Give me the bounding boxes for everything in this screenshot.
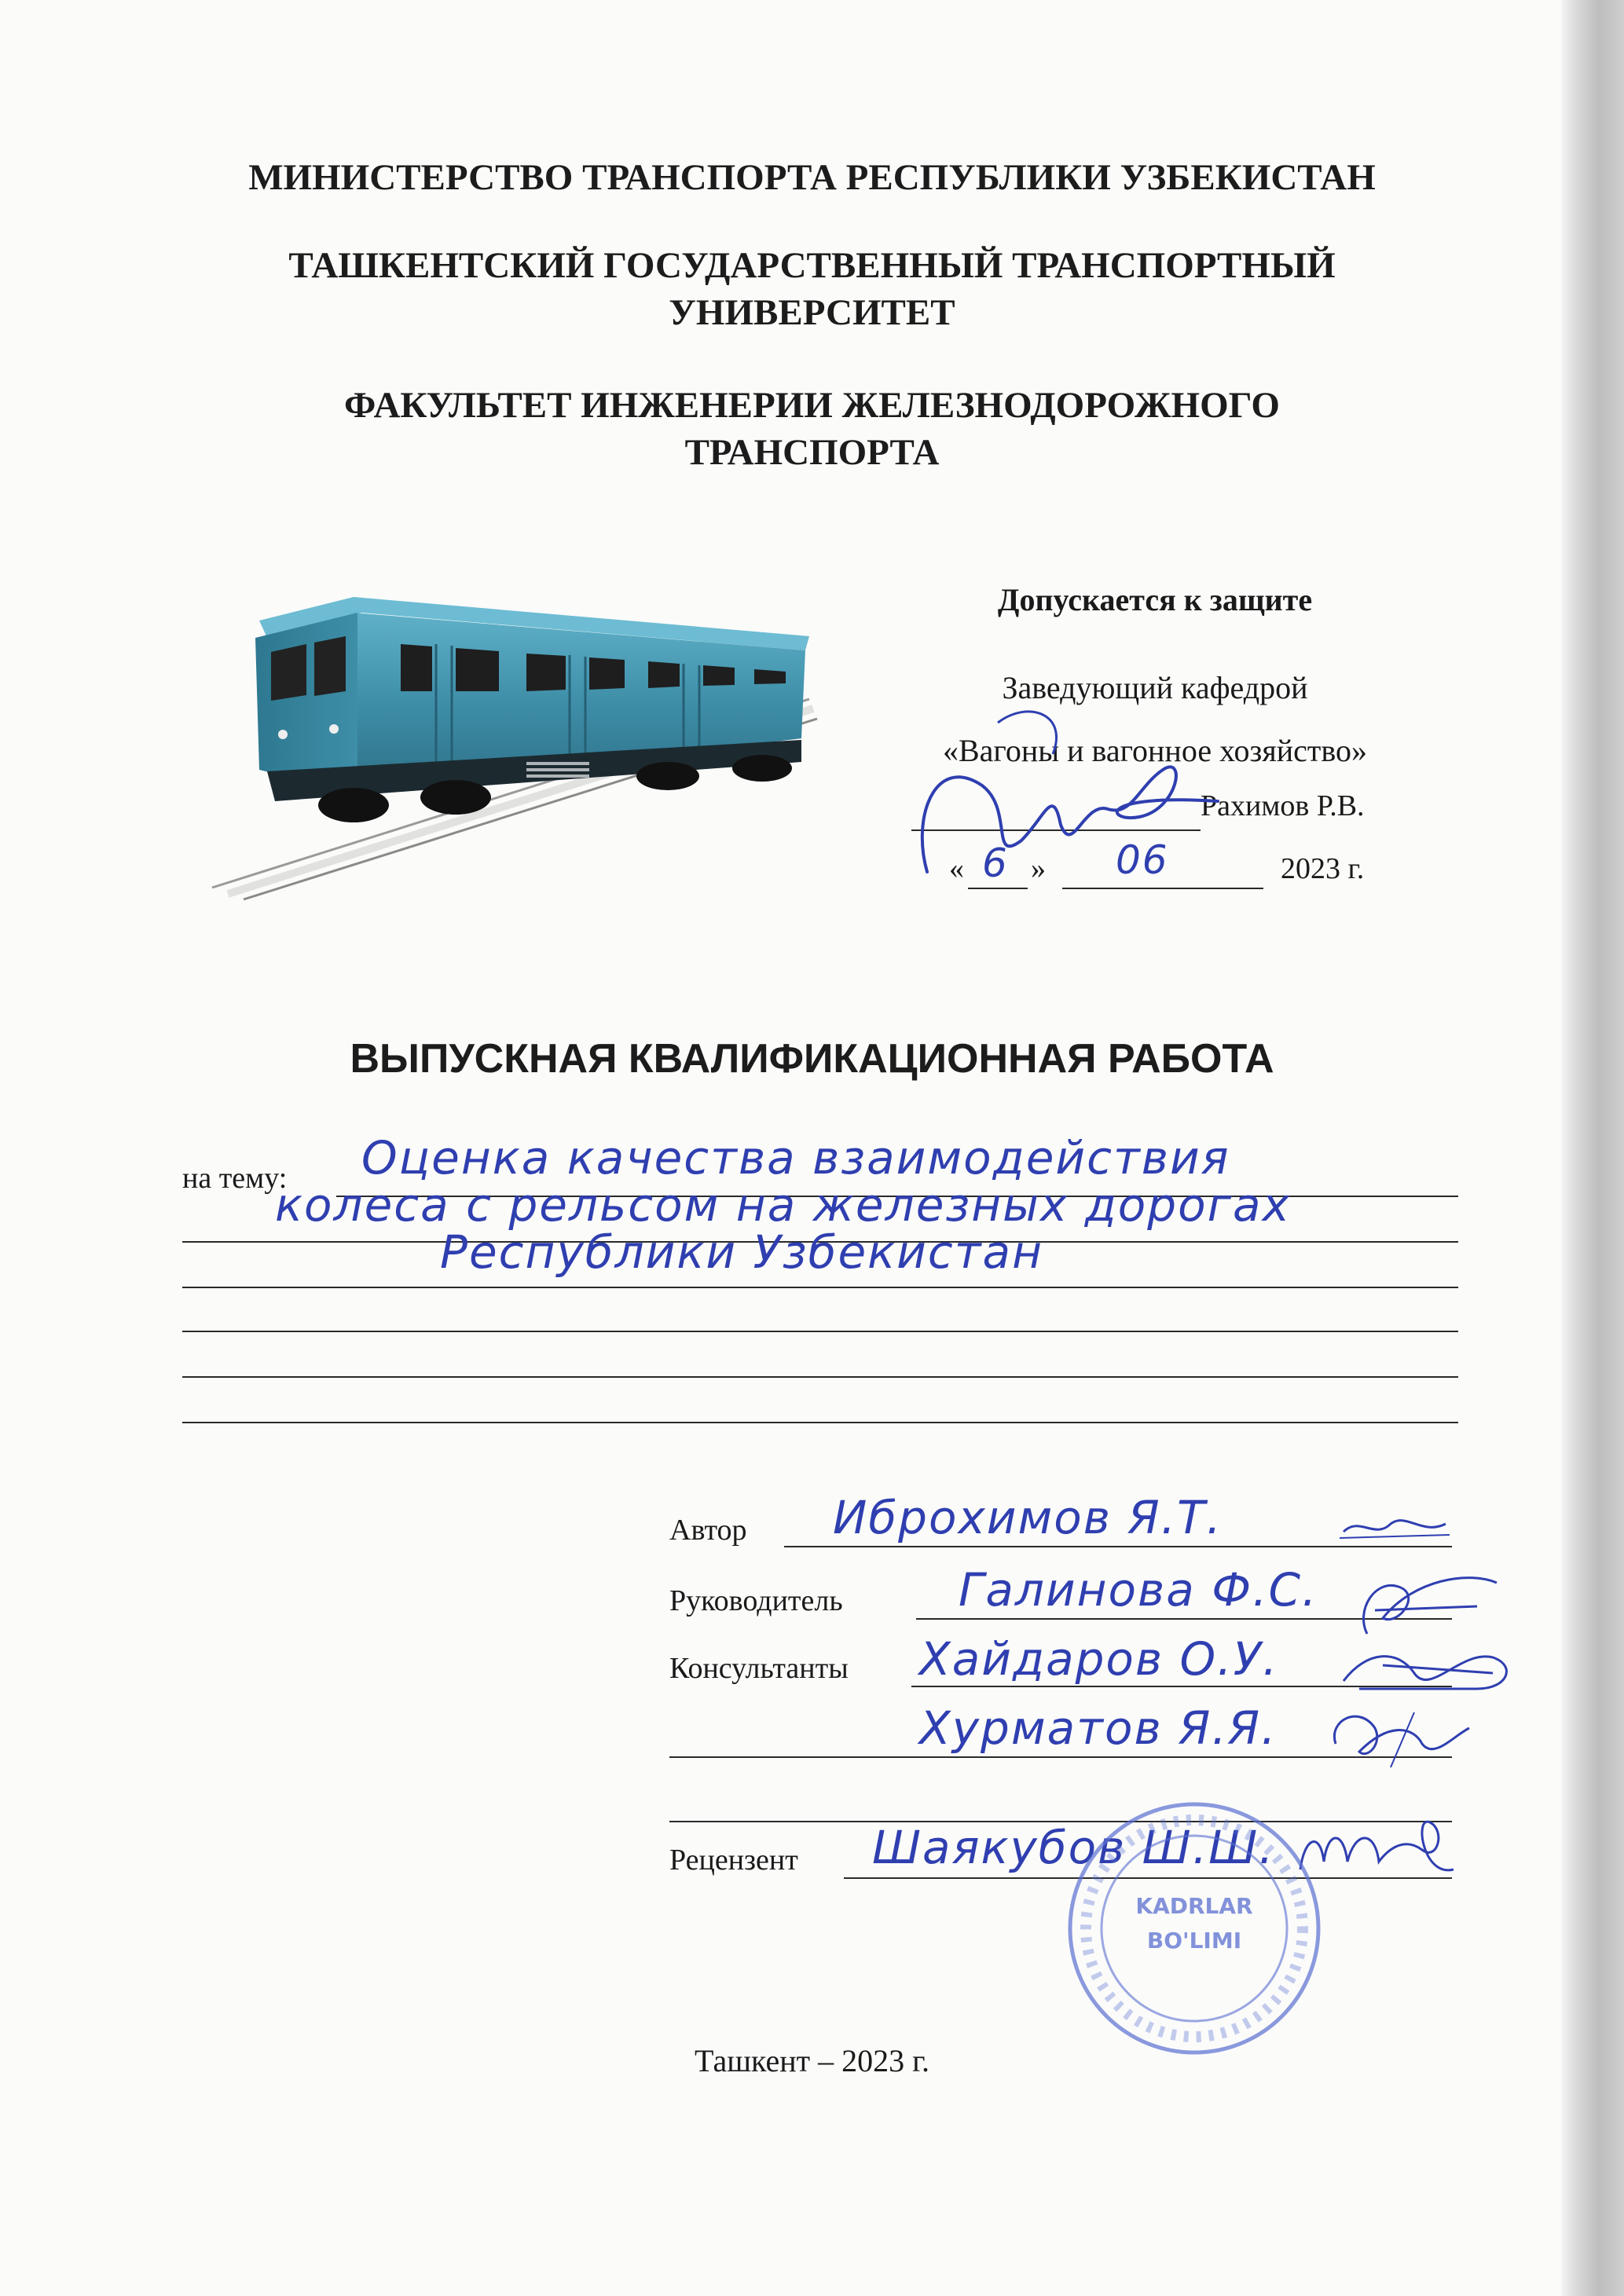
author-label: Автор: [669, 1514, 747, 1547]
reviewer-label: Рецензент: [669, 1844, 798, 1877]
topic-line-6: [182, 1422, 1458, 1423]
topic-handwritten-2: колеса с рельсом на железных дорогах: [275, 1178, 1291, 1232]
topic-handwritten-3: Республики Узбекистан: [440, 1225, 1043, 1279]
date-quote-close: »: [1031, 852, 1046, 885]
faculty-heading-line2: ТРАНСПОРТА: [684, 432, 940, 473]
author-signature: [1336, 1500, 1454, 1555]
university-heading-line2: УНИВЕРСИТЕТ: [669, 292, 955, 333]
admitted-to-defense: Допускается к защите: [997, 582, 1313, 617]
author-name-handwritten: Иброхимов Я.Т.: [833, 1491, 1223, 1544]
supervisor-name-handwritten: Галинова Ф.С.: [959, 1563, 1318, 1617]
city-year-footer: Ташкент – 2023 г.: [695, 2043, 929, 2078]
university-heading-line1: ТАШКЕНТСКИЙ ГОСУДАРСТВЕННЫЙ ТРАНСПОРТНЫЙ: [288, 245, 1336, 286]
head-of-department-title: Заведующий кафедрой: [1002, 670, 1308, 705]
topic-handwritten-1: Оценка качества взаимодействия: [361, 1131, 1230, 1185]
ministry-heading: МИНИСТЕРСТВО ТРАНСПОРТА РЕСПУБЛИКИ УЗБЕКИСТАН: [248, 157, 1376, 198]
topic-label: на тему:: [182, 1162, 288, 1195]
date-quote-open: «: [949, 852, 964, 885]
consultants-label: Консультанты: [669, 1652, 849, 1685]
date-month-handwritten: 06: [1116, 837, 1169, 883]
department-name: «Вагоны и вагонное хозяйство»: [942, 733, 1368, 768]
head-name: Рахимов Р.В.: [1201, 789, 1365, 822]
consultant2-signature: [1320, 1697, 1477, 1775]
topic-line-3: [182, 1287, 1458, 1288]
reviewer-name-handwritten: Шаякубов Ш.Ш.: [872, 1821, 1275, 1874]
topic-line-4: [182, 1331, 1458, 1332]
consultant1-name-handwritten: Хайдаров О.У.: [919, 1632, 1279, 1686]
metro-train-illustration: [196, 566, 825, 903]
stamp-line-2: BO'LIMI: [1146, 1928, 1242, 1954]
faculty-heading-line1: ФАКУЛЬТЕТ ИНЖЕНЕРИИ ЖЕЛЕЗНОДОРОЖНОГО: [344, 385, 1280, 426]
document-title: ВЫПУСКНАЯ КВАЛИФИКАЦИОННАЯ РАБОТА: [350, 1036, 1274, 1082]
stamp-text: [1065, 1889, 1324, 1958]
stamp-line-1: KADRLAR: [1135, 1893, 1253, 1919]
supervisor-label: Руководитель: [669, 1584, 843, 1617]
consultant1-signature: [1336, 1634, 1524, 1705]
scan-edge-shadow: [1561, 0, 1624, 2296]
consultant2-name-handwritten: Хурматов Я.Я.: [919, 1701, 1278, 1755]
topic-line-5: [182, 1376, 1458, 1378]
head-signature: [904, 691, 1234, 895]
date-day-handwritten: 6: [982, 840, 1009, 886]
date-year: 2023 г.: [1281, 852, 1365, 885]
